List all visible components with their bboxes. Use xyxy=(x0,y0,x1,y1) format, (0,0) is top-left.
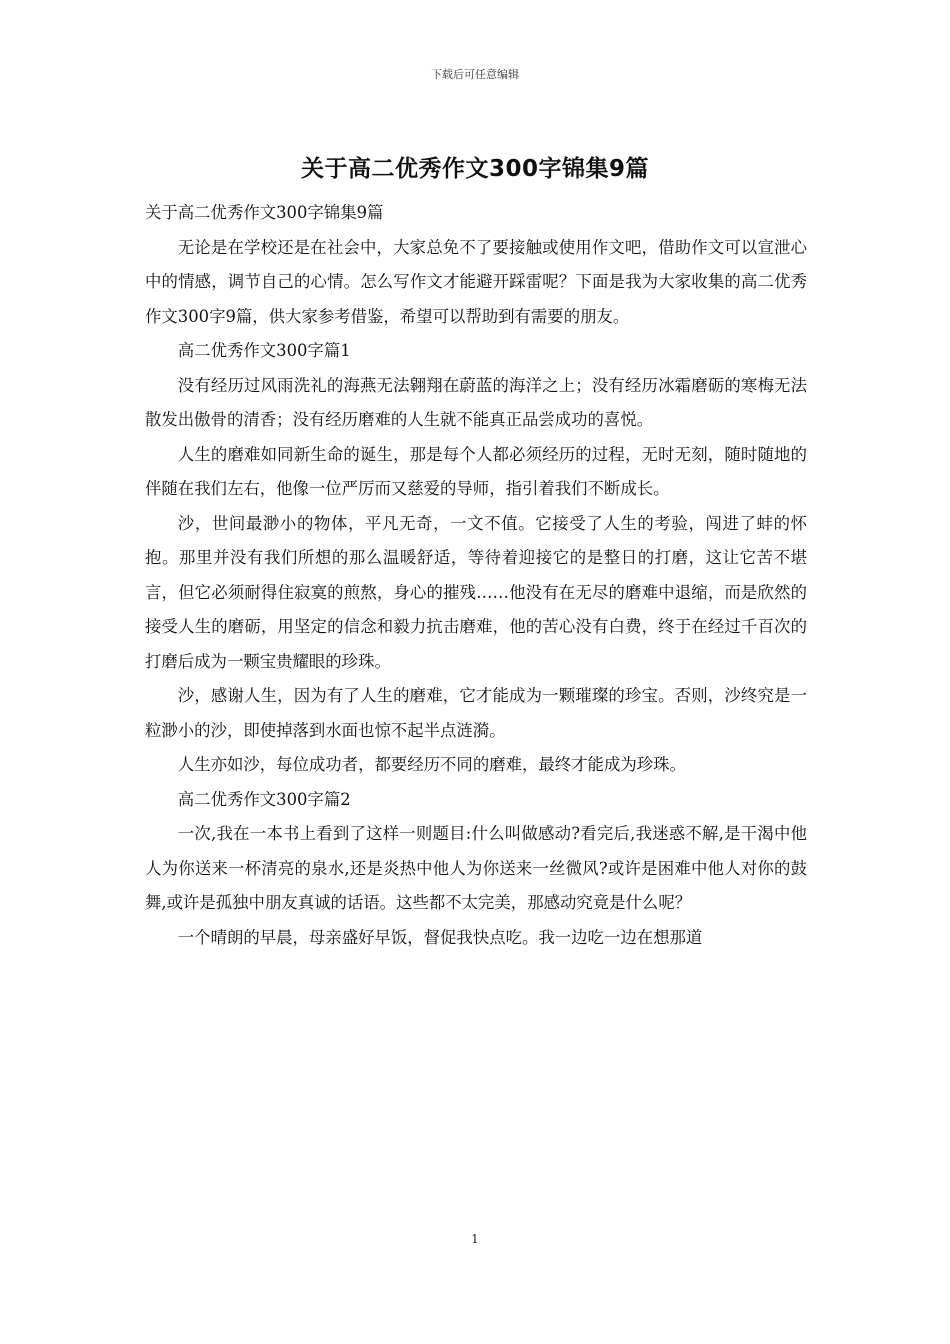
paragraph: 关于高二优秀作文300字锦集9篇 xyxy=(145,203,384,222)
paragraph: 一次,我在一本书上看到了这样一则题目:什么叫做感动?看完后,我迷惑不解,是干渴中他人为你送来一杯清亮的泉水,还是炎热中他人为你送来一丝微风?或许是困难中他人对你的鼓舞,或许是孤独中朋友真诚的话语。这些都不太完美，那感动究竟是什么呢？ xyxy=(145,824,807,912)
section-heading: 高二优秀作文300字篇1 xyxy=(177,341,351,360)
paragraph: 沙，世间最渺小的物体，平凡无奇，一文不值。它接受了人生的考验，闯进了蚌的怀抱。那里并没有我们所想的那么温暖舒适，等待着迎接它的是整日的打磨，这让它苦不堪言，但它必须耐得住寂寞的煎熬，身心的摧残……他没有在无尽的磨难中退缩，而是欣然的接受人生的磨砺，用坚定的信念和毅力抗击磨难，他的苦心没有白费，终于在经过千百次的打磨后成为一颗宝贵耀眼的珍珠。 xyxy=(145,513,807,671)
paragraph: 沙，感谢人生，因为有了人生的磨难，它才能成为一颗璀璨的珍宝。否则，沙终究是一粒渺小的沙，即使掉落到水面也惊不起半点涟漪。 xyxy=(145,686,807,740)
header-note: 下载后可任意编辑 xyxy=(431,68,519,81)
section-heading: 高二优秀作文300字篇2 xyxy=(177,789,351,809)
document-title: 关于高二优秀作文300字锦集9篇 xyxy=(300,156,649,182)
document-body xyxy=(145,196,807,955)
paragraph: 人生亦如沙，每位成功者，都要经历不同的磨难，最终才能成为珍珠。 xyxy=(177,755,686,774)
paragraph: 无论是在学校还是在社会中，大家总免不了要接触或使用作文吧，借助作文可以宣泄心中的情感，调节自己的心情。怎么写作文才能避开踩雷呢？下面是我为大家收集的高二优秀作文300字9篇，供大家参考借鉴，希望可以帮助到有需要的朋友。 xyxy=(145,237,807,326)
paragraph: 人生的磨难如同新生命的诞生，那是每个人都必须经历的过程，无时无刻，随时随地的伴随在我们左右，他像一位严厉而又慈爱的导师，指引着我们不断成长。 xyxy=(145,444,807,498)
paragraph: 没有经历过风雨洗礼的海燕无法翱翔在蔚蓝的海洋之上；没有经历冰霜磨砺的寒梅无法散发出傲骨的清香；没有经历磨难的人生就不能真正品尝成功的喜悦。 xyxy=(145,375,807,429)
paragraph: 一个晴朗的早晨，母亲盛好早饭，督促我快点吃。我一边吃一边在想那道 xyxy=(177,927,703,947)
page-number: 1 xyxy=(471,1232,479,1246)
